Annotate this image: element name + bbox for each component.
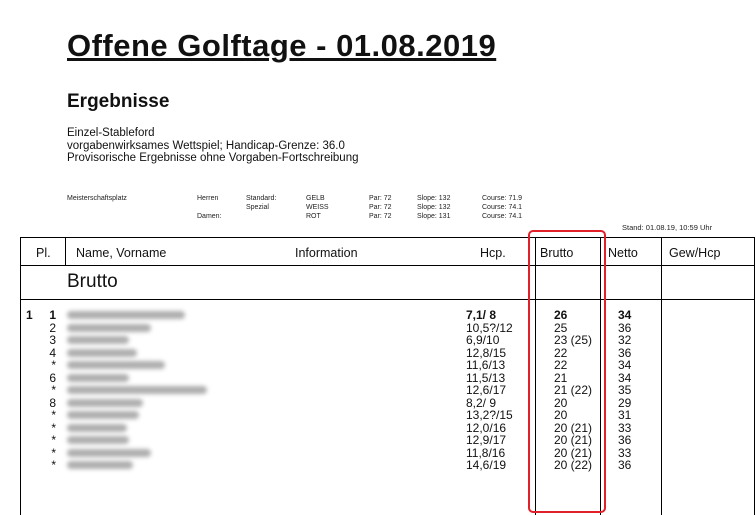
netto-cell: 33 [618, 445, 632, 460]
netto-cell: 36 [618, 458, 632, 472]
timestamp: Stand: 01.08.19, 10:59 Uhr [622, 223, 713, 232]
hcp-cell: 14,6/19 [466, 458, 507, 472]
hcp-cell: 7,1/ 8 [466, 308, 497, 322]
hcp-cell: 13,2?/15 [466, 408, 513, 422]
course-slope-column: Slope: 132 Slope: 132 Slope: 131 [417, 195, 451, 220]
header-pl: Pl. [36, 246, 51, 260]
redacted-name [67, 324, 151, 332]
place-cell: * [51, 433, 56, 447]
hcp-cell: 12,6/17 [466, 383, 507, 397]
hcp-cell: 10,5?/12 [466, 320, 513, 335]
results-heading: Ergebnisse [67, 91, 170, 112]
header-name: Name, Vorname [76, 246, 167, 260]
hcp-cell: 12,9/17 [466, 433, 507, 447]
course-rating-column: Course: 71.9 Course: 74.1 Course: 74.1 [482, 195, 523, 220]
netto-column [618, 309, 631, 472]
brutto-cell: 20 (21) [554, 445, 593, 460]
handicap-line: vorgabenwirksames Wettspiel; Handicap-Grenze: 36.0 [67, 139, 345, 152]
place-cell: * [51, 383, 56, 397]
course-type-column: Standard: Spezial [246, 195, 277, 211]
brutto-cell: 25 [554, 320, 568, 335]
netto-cell: 34 [618, 308, 632, 322]
place-cell: 6 [49, 370, 56, 385]
redacted-name [67, 336, 129, 344]
place-cell: 8 [49, 395, 56, 410]
divider-pl [65, 237, 66, 266]
name-column [67, 309, 207, 472]
netto-cell: 31 [618, 408, 632, 422]
place-cell: 2 [49, 320, 56, 335]
place-cell: * [51, 458, 56, 472]
course-name: Meisterschaftsplatz [67, 195, 127, 202]
section-bottom-border [20, 299, 754, 300]
brutto-cell: 20 (21) [554, 420, 593, 435]
provisional-line: Provisorische Ergebnisse ohne Vorgaben-Fortschreibung [67, 152, 359, 164]
hcp-cell: 8,2/ 9 [466, 395, 497, 410]
brutto-cell: 26 [554, 308, 568, 322]
table-right-border [754, 237, 755, 515]
redacted-name [67, 424, 127, 432]
divider-gew [661, 237, 662, 515]
brutto-highlight-box [528, 230, 606, 513]
redacted-name [67, 399, 143, 407]
hcp-cell: 6,9/10 [466, 333, 500, 347]
redacted-name [67, 386, 207, 394]
netto-cell: 33 [618, 420, 632, 435]
netto-cell: 35 [618, 383, 632, 397]
redacted-name [67, 461, 133, 469]
redacted-name [67, 449, 151, 457]
redacted-name [67, 311, 185, 319]
brutto-cell: 23 (25) [554, 333, 593, 347]
netto-cell: 34 [618, 358, 632, 372]
header-hcp: Hcp. [480, 246, 506, 260]
place-cell: 1 [49, 308, 56, 322]
header-brutto: Brutto [540, 246, 574, 260]
hcp-cell: 11,6/13 [466, 358, 506, 372]
handicap-column [466, 309, 513, 472]
redacted-name [67, 349, 137, 357]
brutto-cell: 20 (22) [554, 458, 593, 472]
header-netto: Netto [608, 246, 638, 260]
place-cell: * [51, 445, 56, 460]
place-column [46, 309, 56, 472]
brutto-cell: 20 (21) [554, 433, 593, 447]
place-cell: 4 [49, 345, 56, 360]
hcp-cell: 12,0/16 [466, 420, 507, 435]
place-cell: 3 [49, 333, 56, 347]
section-title: Brutto [67, 271, 118, 292]
place-cell: * [51, 420, 56, 435]
netto-cell: 32 [618, 333, 632, 347]
brutto-cell: 21 (22) [554, 383, 593, 397]
netto-cell: 29 [618, 395, 632, 410]
place-cell: * [51, 358, 56, 372]
rank-cell: 1 [26, 308, 33, 322]
brutto-cell: 21 [554, 370, 568, 385]
brutto-cell: 22 [554, 358, 568, 372]
table-top-border [20, 237, 754, 238]
netto-cell: 34 [618, 370, 632, 385]
table-left-border [20, 237, 21, 515]
course-par-column: Par: 72 Par: 72 Par: 72 [369, 195, 392, 220]
redacted-name [67, 361, 165, 369]
redacted-name [67, 374, 129, 382]
place-cell: * [51, 408, 56, 422]
rank-column [26, 309, 33, 322]
header-information: Information [295, 246, 358, 260]
course-tee-column: GELB WEISS ROT [306, 195, 329, 220]
netto-cell: 36 [618, 345, 632, 360]
redacted-name [67, 436, 129, 444]
competition-description [67, 127, 359, 165]
header-gew-hcp: Gew/Hcp [669, 246, 721, 260]
course-gender-column: Herren Damen: [197, 195, 222, 220]
hcp-cell: 11,5/13 [466, 370, 506, 385]
brutto-cell: 20 [554, 408, 568, 422]
hcp-cell: 12,8/15 [466, 345, 507, 360]
page-title: Offene Golftage - 01.08.2019 [67, 28, 497, 63]
format-line: Einzel-Stableford [67, 127, 155, 139]
netto-cell: 36 [618, 320, 632, 335]
hcp-cell: 11,8/16 [466, 445, 506, 460]
redacted-name [67, 411, 139, 419]
header-bottom-border [20, 265, 754, 266]
netto-cell: 36 [618, 433, 632, 447]
brutto-cell: 22 [554, 345, 568, 360]
brutto-cell: 20 [554, 395, 568, 410]
